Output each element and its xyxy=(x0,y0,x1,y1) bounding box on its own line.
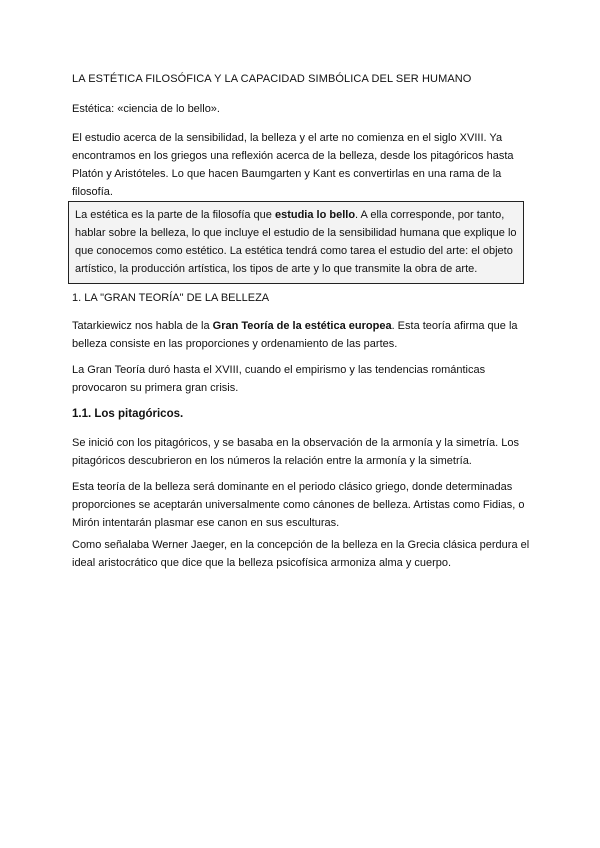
crisis-paragraph: La Gran Teoría duró hasta el XVIII, cuando el empirismo y las tendencias románticas provocaron su primera gran crisis. xyxy=(72,364,486,394)
intro-paragraph: El estudio acerca de la sensibilidad, la belleza y el arte no comienza en el siglo XVIII. Ya encontramos en los griegos una reflexión acerca de la belleza, desde los pitagóricos hasta Platón y Aristóteles. Lo que hacen Baumgarten y Kant es convertirlas en una rama de la filosofía. xyxy=(72,132,514,198)
tatarkiewicz-text-before: Tatarkiewicz nos habla de la xyxy=(72,320,213,332)
highlight-text-bold: estudia lo bello xyxy=(274,209,356,221)
highlight-text-before: La estética es la parte de la filosofía que xyxy=(75,209,275,221)
subsection-heading: 1.1. Los pitagóricos. xyxy=(72,408,184,420)
jaeger-paragraph: Como señalaba Werner Jaeger, en la concepción de la belleza en la Grecia clásica perdura el ideal aristocrático que dice que la belleza psicofísica armoniza alma y cuerpo. xyxy=(72,539,530,569)
section-heading: 1. LA "GRAN TEORÍA" DE LA BELLEZA xyxy=(72,292,270,304)
definition-line: Estética: «ciencia de lo bello». xyxy=(72,103,220,115)
griego-paragraph: Esta teoría de la belleza será dominante en el periodo clásico griego, donde determinadas proporciones se aceptarán universalmente como cánones de belleza. Artistas como Fidias, o Mirón intentarán plasmar ese canon en sus esculturas. xyxy=(72,481,525,529)
pitagoricos-paragraph: Se inició con los pitagóricos, y se basaba en la observación de la armonía y la simetría. Los pitagóricos descubrieron en los números la relación entre la armonía y la simetría. xyxy=(72,437,519,467)
document-title: LA ESTÉTICA FILOSÓFICA Y LA CAPACIDAD SIMBÓLICA DEL SER HUMANO xyxy=(72,73,472,85)
tatarkiewicz-paragraph xyxy=(72,317,532,353)
tatarkiewicz-text-bold: Gran Teoría de la estética europea xyxy=(212,320,392,332)
highlight-text-after: . A ella corresponde, por tanto, hablar sobre la belleza, lo que incluye el estudio de la sensibilidad humana que explique lo que conocemos como estético. La estética tendrá como tarea el estudio del arte: el objeto artístico, la producción artística, los tipos de arte y lo que transmite la obra de arte. xyxy=(75,209,517,275)
tatarkiewicz-text-after: . Esta teoría afirma que la belleza consiste en las proporciones y ordenamiento de las partes. xyxy=(72,320,518,350)
highlight-box xyxy=(68,201,524,284)
